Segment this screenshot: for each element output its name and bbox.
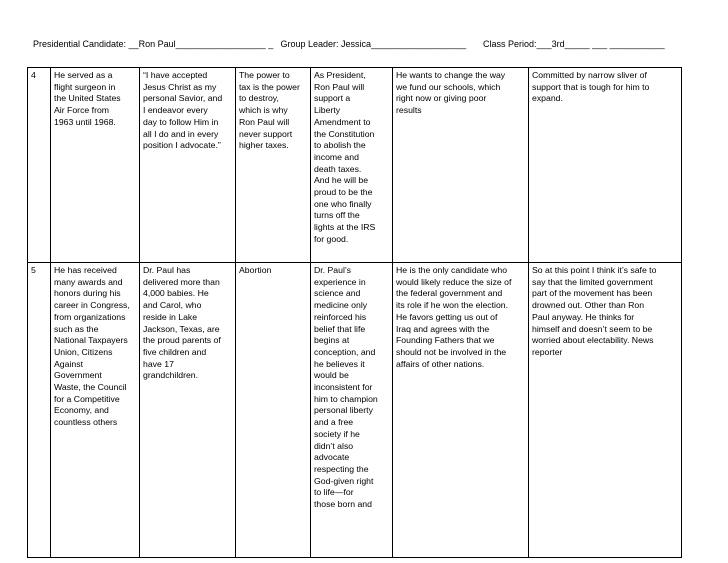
candidate-field: Presidential Candidate: __Ron Paul__________________ _ bbox=[33, 39, 274, 49]
table-cell: He served as a flight surgeon in the United States Air Force from 1963 until 1968. bbox=[51, 68, 140, 263]
worksheet-header bbox=[33, 39, 693, 50]
table-cell: Committed by narrow sliver of support that is tough for him to expand. bbox=[529, 68, 682, 263]
table-cell: He is the only candidate who would likely reduce the size of the federal government and its role if he won the election. He favors getting us out of Iraq and agrees with the Founding Fathers that we should not be involved in the affairs of other nations. bbox=[393, 263, 529, 558]
table-cell: So at this point I think it’s safe to say that the limited government part of the movement has been drowned out. Other than Ron Paul anyway. He thinks for himself and doesn’t seem to be worried about electability. News reporter bbox=[529, 263, 682, 558]
row-number: 4 bbox=[28, 68, 51, 263]
table-cell: Abortion bbox=[236, 263, 311, 558]
table-cell: He has received many awards and honors during his career in Congress, from organizations such as the National Taxpayers Union, Citizens Against Government Waste, the Council for a Competitive Economy, and countless others bbox=[51, 263, 140, 558]
table-cell: Dr. Paul has delivered more than 4,000 babies. He and Carol, who reside in Lake Jackson, Texas, are the proud parents of five children and have 17 grandchildren. bbox=[140, 263, 236, 558]
group-leader-field: Group Leader: Jessica___________________ bbox=[280, 39, 467, 49]
class-period-field: Class Period:___3rd_____ ___ ___________ bbox=[483, 39, 665, 49]
candidate-table bbox=[27, 67, 682, 558]
table-row bbox=[28, 68, 682, 263]
table-cell: As President, Ron Paul will support a Liberty Amendment to the Constitution to abolish the income and death taxes. And he will be proud to be the one who finally turns off the lights at the IRS for good. bbox=[311, 68, 393, 263]
table-row bbox=[28, 263, 682, 558]
table-cell: He wants to change the way we fund our schools, which right now or giving poor results bbox=[393, 68, 529, 263]
table-cell: Dr. Paul’s experience in science and medicine only reinforced his belief that life begins at conception, and he believes it would be inconsistent for him to champion personal liberty and a free society if he didn’t also advocate respecting the God-given right to life—for those born and bbox=[311, 263, 393, 558]
table-cell: The power to tax is the power to destroy, which is why Ron Paul will never support higher taxes. bbox=[236, 68, 311, 263]
table-cell: “I have accepted Jesus Christ as my personal Savior, and I endeavor every day to follow Him in all I do and in every position I advocate.” bbox=[140, 68, 236, 263]
row-number: 5 bbox=[28, 263, 51, 558]
